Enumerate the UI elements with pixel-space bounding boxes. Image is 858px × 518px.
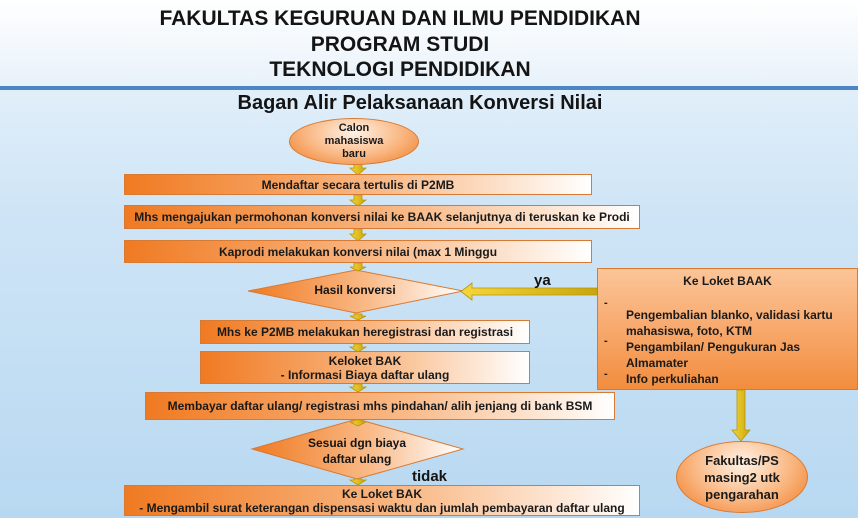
side-item-1: Pengembalian blanko, validasi kartu mahasiswa, foto, KTM [626,308,833,338]
start-calon-mahasiswa [289,118,419,165]
header-department: TEKNOLOGI PENDIDIKAN [269,58,531,81]
decision1-label: Hasil konversi [314,283,396,297]
diagram-title: Bagan Alir Pelaksanaan Konversi Nilai [237,92,603,114]
arrow-side-to-decision1 [461,283,597,300]
decision2-label [282,435,432,467]
decision2-line-1: Sesuai dgn biaya [307,436,407,450]
bullet-dash-icon: - [604,335,608,347]
step-heregistrasi: Mhs ke P2MB melakukan heregistrasi dan registrasi [200,320,530,344]
arrow-side-to-end [732,390,750,441]
yes-label: ya [534,272,551,289]
bullet-dash-icon: - [604,368,608,380]
step7-line-2: - Mengambil surat keterangan dispensasi waktu dan jumlah pembayaran daftar ulang [139,500,625,515]
step5-line-1: Keloket BAK [328,353,402,368]
end-line-2: masing2 utk [704,469,780,485]
side-box-title: Ke Loket BAAK [683,274,772,288]
bullet-dash-icon: - [604,297,608,309]
no-label: tidak [412,468,448,485]
end-line-1: Fakultas/PS [705,452,779,468]
arrow-step3-decision1 [350,263,366,271]
header-faculty: FAKULTAS KEGURUAN DAN ILMU PENDIDIKAN [159,7,641,30]
step-loket-bak-dispensasi [124,485,640,516]
step-loket-bak-info [200,351,530,384]
step-bayar-daftar-ulang: Membayar daftar ulang/ registrasi mhs pindahan/ alih jenjang di bank BSM [145,392,615,420]
side-item-2: Pengambilan/ Pengukuran Jas Almamater [626,340,801,370]
start-line-3: baru [342,148,366,160]
step-mendaftar: Mendaftar secara tertulis di P2MB [124,174,592,195]
step7-line-1: Ke Loket BAK [341,486,422,501]
arrow-step5-step6 [350,384,366,392]
step-kaprodi-konversi: Kaprodi melakukan konversi nilai (max 1 Minggu [124,240,592,263]
header-program: PROGRAM STUDI [310,33,490,56]
side-item-3: Info perkuliahan [626,372,719,386]
decision2-line-2: daftar ulang [322,452,392,466]
start-line-2: mahasiswa [324,135,384,147]
start-line-1: Calon [338,122,370,134]
side-box-loket-baak [597,268,858,390]
step5-line-2: - Informasi Biaya daftar ulang [280,367,450,382]
end-fakultas-ps [676,441,808,513]
end-line-3: pengarahan [705,486,779,502]
step-permohonan-konversi: Mhs mengajukan permohonan konversi nilai ke BAAK selanjutnya di teruskan ke Prodi [124,205,640,229]
